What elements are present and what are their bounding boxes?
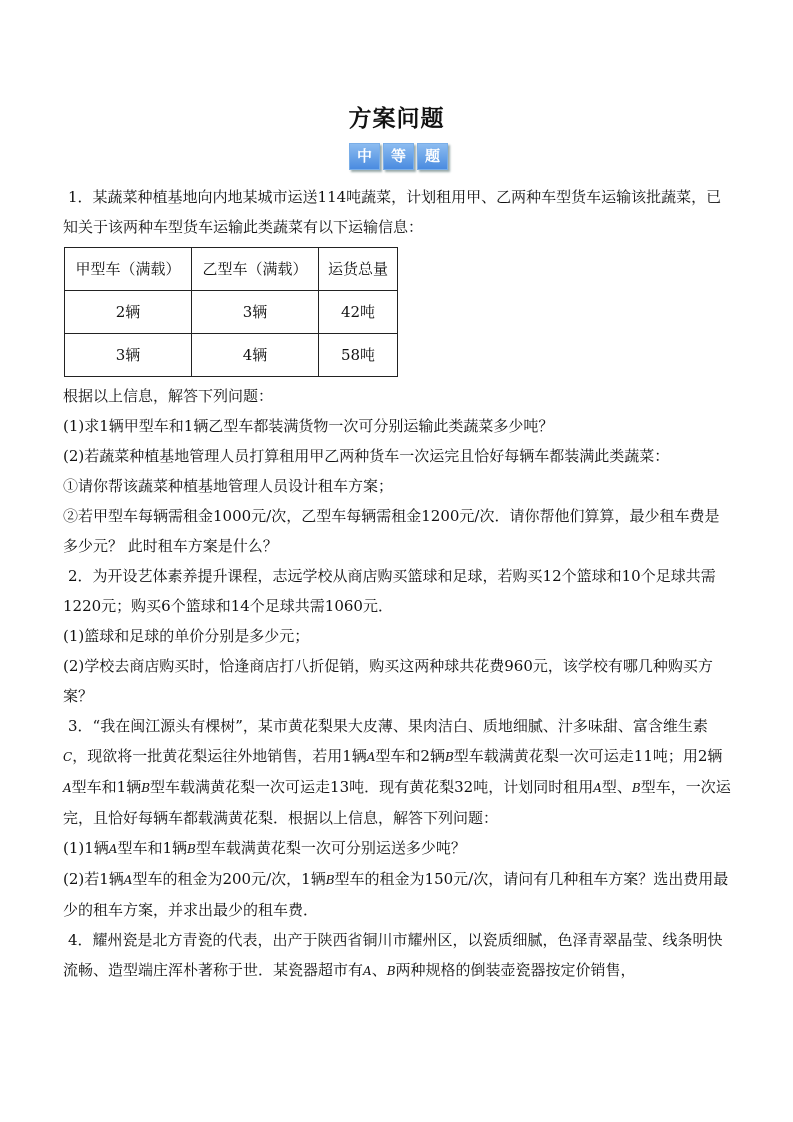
- badge-char: 中: [349, 143, 380, 170]
- document-body: [63, 182, 731, 986]
- text-run: ，现欲将一批黄花梨运往外地销售，若用1辆: [72, 747, 367, 765]
- text-run: 型车载满黄花梨一次可分别运送多少吨？: [195, 839, 466, 857]
- text-run: 型、: [601, 778, 632, 796]
- text-run: 、: [371, 961, 387, 979]
- table-header-row: [65, 248, 398, 291]
- variable-b: B: [631, 781, 641, 795]
- difficulty-badge: [349, 143, 448, 170]
- table-row: [65, 334, 398, 377]
- q3-part2: [63, 864, 731, 925]
- variable-b: B: [187, 842, 196, 856]
- table-cell: 3辆: [65, 334, 192, 377]
- page-title: 方案问题: [348, 106, 445, 132]
- variable-a: A: [63, 781, 72, 795]
- table-row: [65, 291, 398, 334]
- variable-a: A: [366, 750, 376, 764]
- q1-part1: (1)求1辆甲型车和1辆乙型车都装满货物一次可分别运输此类蔬菜多少吨？: [63, 417, 554, 435]
- q1-part2b: ②若甲型车每辆需租金1000元/次，乙型车每辆需租金1200元/次．请你帮他们算算，最少租车费是多少元？ 此时租车方案是什么？: [63, 507, 720, 555]
- q1-part2a: ①请你帮该蔬菜种植基地管理人员设计租车方案；: [63, 477, 394, 495]
- variable-a: A: [363, 964, 372, 978]
- text-run: 4．耀州瓷是北方青瓷的代表，出产于陕西省铜川市耀州区，以瓷质细腻，色泽青翠晶莹、线条明快流畅、造型端庄浑朴著称于世．某瓷器超市有: [63, 931, 723, 979]
- text-run: 型车的租金为200元/次，1辆: [132, 870, 326, 888]
- q2-part1: (1)篮球和足球的单价分别是多少元；: [63, 627, 310, 645]
- variable-a: A: [108, 842, 118, 856]
- q1-lead: 根据以上信息，解答下列问题：: [63, 387, 274, 405]
- table-cell: 58吨: [319, 334, 398, 377]
- text-run: 型车和2辆: [375, 747, 445, 765]
- transport-info-table: [64, 247, 398, 377]
- text-run: 3．“我在闽江源头有棵树”，某市黄花梨果大皮薄、果肉洁白、质地细腻、汁多味甜、富含维生素: [68, 717, 708, 735]
- variable-b: B: [444, 750, 454, 764]
- q1-intro: 1．某蔬菜种植基地向内地某城市运送114吨蔬菜，计划租用甲、乙两种车型货车运输该批蔬菜，已知关于该两种车型货车运输此类蔬菜有以下运输信息：: [63, 188, 722, 236]
- variable-b: B: [325, 873, 335, 887]
- q1-part2: (2)若蔬菜种植基地管理人员打算租用甲乙两种货车一次运完且恰好每辆车都装满此类蔬菜：: [63, 447, 670, 465]
- variable-b: B: [386, 964, 396, 978]
- variable-c: C: [63, 750, 73, 764]
- q4-intro: [63, 925, 731, 986]
- badge-char: 题: [417, 143, 448, 170]
- text-run: 型车载满黄花梨一次可运走13吨．现有黄花梨32吨，计划同时租用: [150, 778, 594, 796]
- text-run: (1)1辆: [63, 839, 109, 857]
- text-run: 型车，一次运完，且恰好每辆车都载满黄花梨．根据以上信息，解答下列问题：: [63, 778, 731, 827]
- q2-intro: 2．为开设艺体素养提升课程，志远学校从商店购买篮球和足球，若购买12个篮球和10个足球共需1220元；购买6个篮球和14个足球共需1060元．: [63, 567, 716, 615]
- variable-a: A: [593, 781, 602, 795]
- variable-b: B: [141, 781, 151, 795]
- table-header-cell: 运货总量: [319, 248, 398, 291]
- table-cell: 3辆: [192, 291, 319, 334]
- text-run: (2)若1辆: [63, 870, 124, 888]
- q3-intro: [63, 711, 731, 833]
- q3-part1: [63, 833, 731, 864]
- badge-char: 等: [383, 143, 414, 170]
- table-header-cell: 甲型车（满载）: [65, 248, 192, 291]
- table-cell: 4辆: [192, 334, 319, 377]
- text-run: 两种规格的倒装壶瓷器按定价销售，: [395, 961, 636, 979]
- text-run: 型车载满黄花梨一次可运走11吨；用2辆: [453, 747, 723, 765]
- table-header-cell: 乙型车（满载）: [192, 248, 319, 291]
- table-cell: 2辆: [65, 291, 192, 334]
- variable-a: A: [123, 873, 133, 887]
- text-run: 型车和1辆: [71, 778, 142, 796]
- text-run: 型车和1辆: [117, 839, 188, 857]
- table-cell: 42吨: [319, 291, 398, 334]
- q2-part2: (2)学校去商店购买时，恰逢商店打八折促销，购买这两种球共花费960元，该学校有哪几种购买方案？: [63, 657, 713, 705]
- text-run: 型车的租金为150元/次，请问有几种租车方案？选出费用最少的租车方案，并求出最少的租车费．: [63, 870, 729, 919]
